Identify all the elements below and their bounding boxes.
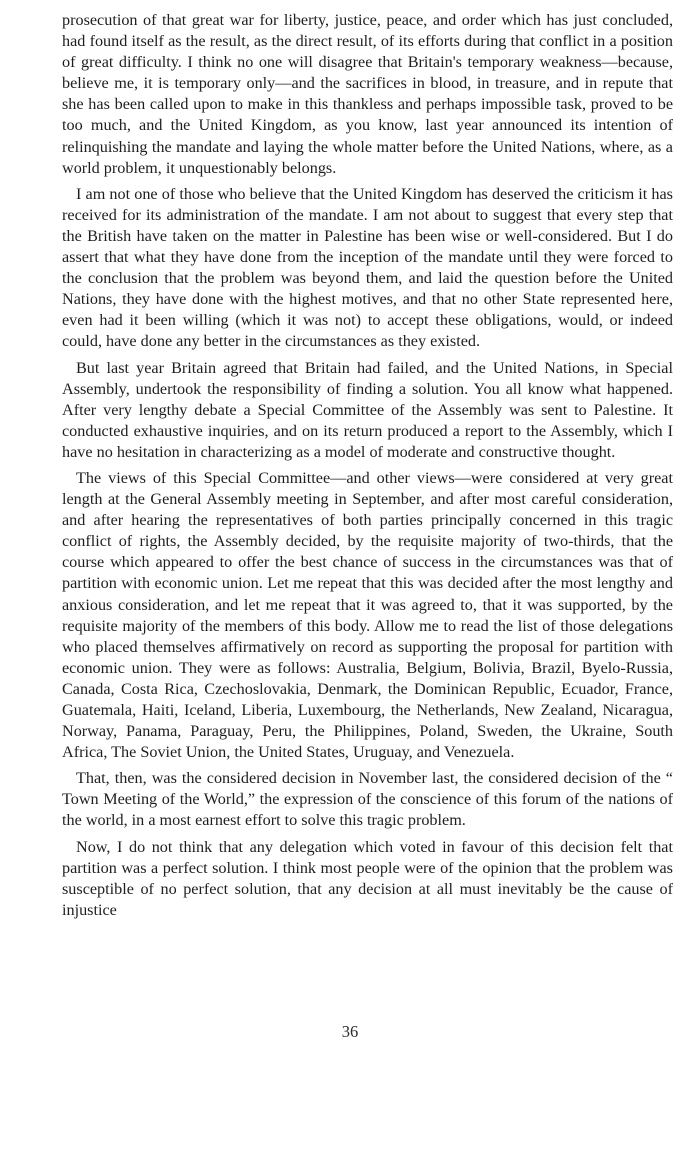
page-number: 36: [341, 1022, 359, 1041]
paragraph-town-meeting: That, then, was the considered decision in November last, the considered decision of the “ Town Meeting of the World,” the expression of the conscience of this forum of the nations of the world, in a most earnest effort to solve this tragic problem.: [62, 769, 673, 830]
paragraph-criticism: I am not one of those who believe that the United Kingdom has deserved the criticism it has received for its administration of the mandate. I am not about to suggest that every step that the British have taken on the matter in Palestine has been wise or well-considered. But I do assert that what they have done from the inception of the mandate until they were forced to the conclusion that the problem was beyond them, and laid the question before the United Nations, they have done with the highest motives, and that no other State represented here, even had it been willing (which it was not) to accept these obligations, would, or indeed could, have done any better in the circumstances as they existed.: [62, 184, 673, 351]
paragraph-imperfect-solution: Now, I do not think that any delegation which voted in favour of this decision felt that partition was a perfect solution. I think most people were of the opinion that the problem was susceptible of no perfect solution, that any decision at all must inevitably be the cause of injustice: [62, 837, 673, 919]
paragraph-continuation: prosecution of that great war for liberty, justice, peace, and order which has just concluded, had found itself as the result, as the direct result, of its efforts during that conflict in a position of great difficulty. I think no one will disagree that Britain's temporary weakness—because, believe me, it is temporary only—and the sacrifices in blood, in treasure, and in repute that she has been called upon to make in this thankless and perhaps impossible task, proved to be too much, and the United Kingdom, as you know, last year announced its intention of relinquishing the mandate and laying the whole matter before the United Nations, where, as a world problem, it unquestionably belongs.: [62, 11, 673, 177]
paragraph-special-assembly: But last year Britain agreed that Britain had failed, and the United Nations, in Special Assembly, undertook the responsibility of finding a solution. You all know what happened. After very lengthy debate a Special Committee of the Assembly was sent to Palestine. It conducted exhaustive inquiries, and on its return produced a report to the Assembly, which I have no hesitation in characterizing as a model of moderate and constructive thought.: [62, 358, 673, 461]
page-body: [62, 10, 673, 926]
paragraph-partition-vote: The views of this Special Committee—and other views—were considered at very great length at the General Assembly meeting in September, and after most careful consideration, and after hearing the representatives of both parties principally concerned in this tragic conflict of rights, the Assembly decided, by the requisite majority of two-thirds, that the course which appeared to offer the best chance of success in the circumstances was that of partition with economic union. Let me repeat that this was decided after the most lengthy and anxious consideration, and let me repeat that it was agreed to, that it was supported, by the requisite majority of the members of this body. Allow me to read the list of those delegations who placed themselves affirmatively on record as supporting the proposal for partition with economic union. They were as follows: Australia, Belgium, Bolivia, Brazil, Byelo-Russia, Canada, Costa Rica, Czechoslovakia, Denmark, the Dominican Republic, Ecuador, France, Guatemala, Haiti, Iceland, Liberia, Luxembourg, the Netherlands, New Zealand, Nicaragua, Norway, Panama, Paraguay, Peru, the Philippines, Poland, Sweden, the Ukraine, South Africa, The Soviet Union, the United States, Uruguay, and Venezuela.: [62, 468, 673, 762]
